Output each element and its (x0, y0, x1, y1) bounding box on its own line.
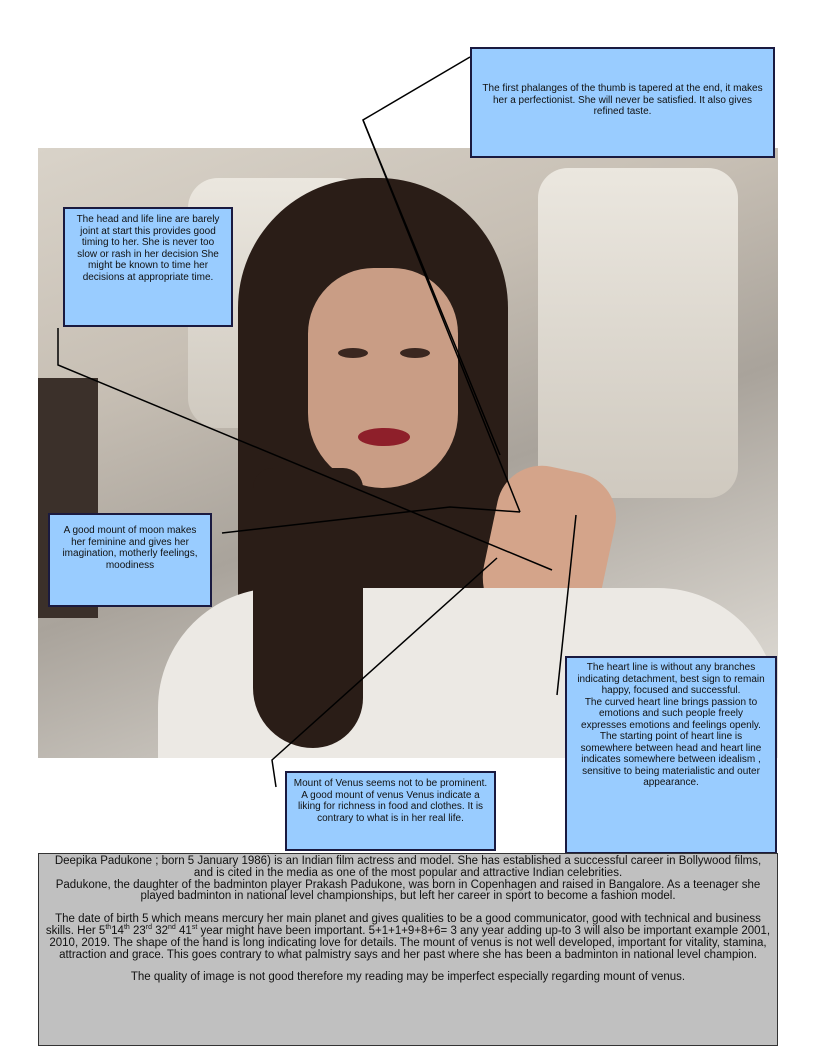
car-seat-right (538, 168, 738, 498)
bio-paragraph-4: The quality of image is not good therefore my reading may be imperfect especially regarding mount of venus. (130, 971, 686, 984)
bio-paragraph-2: Padukone, the daughter of the badminton player Prakash Padukone, was born in Copenhagen and raised in Bangalore. As a teenager she played badminton in national level championships, but left her career in sport to become a fashion model. (55, 878, 761, 903)
head-life-note (63, 207, 233, 327)
heart-note-text-1: The heart line is without any branches indicating detachment, best sign to remain happy, focused and successful. (577, 662, 765, 696)
eye-right (400, 348, 430, 358)
face (308, 268, 458, 488)
heart-note (565, 656, 777, 854)
bio-paragraph-3: The date of birth 5 which means mercury her main planet and gives qualities to be a good communicator, good with technical and business skills. Her 5th14th 23rd 32nd 41st year might have been important. 5+1+1+9+8+6= 3 any year adding up-to 3 will also be important example 2001, 2010, 2019. The shape of the hand is long indicating love for details. The mount of venus is not well developed, important for vitality, stamina, attraction and grace. This goes contrary to what palmistry says and her past where she has been a badminton in national level champion. (45, 913, 771, 961)
lips (358, 428, 410, 446)
moon-note (48, 513, 212, 607)
eye-left (338, 348, 368, 358)
bio-paragraph-1: Deepika Padukone ; born 5 January 1986) is an Indian film actress and model. She has established a successful career in Bollywood films, and is cited in the media as one of the most popular and attractive Indian celebrities. (54, 855, 762, 879)
heart-note-text-2: The curved heart line brings passion to emotions and such people freely expresses emotions and feelings openly. The starting point of heart line is somewhere between head and heart line indicates somewhere between idealism , sensitive to being materialistic and outer appearance. (580, 696, 762, 788)
moon-note-text: A good mount of moon makes her feminine and gives her imagination, motherly feelings, moodiness (62, 525, 198, 571)
head-life-note-text: The head and life line are barely joint at start this provides good timing to her. She is never too slow or rash in her decision She might be known to time her decisions at appropriate time. (76, 214, 220, 283)
venus-note-text: Mount of Venus seems not to be prominent. A good mount of venus Venus indicate a liking for richness in food and clothes. It is contrary to what is in her real life. (293, 778, 488, 824)
hair-front (253, 468, 363, 748)
thumb-note (470, 47, 775, 158)
bio-box (38, 853, 778, 1046)
venus-note (285, 771, 496, 851)
thumb-note-text: The first phalanges of the thumb is tapered at the end, it makes her a perfectionist. She will never be satisfied. It also gives refined taste. (482, 83, 763, 117)
